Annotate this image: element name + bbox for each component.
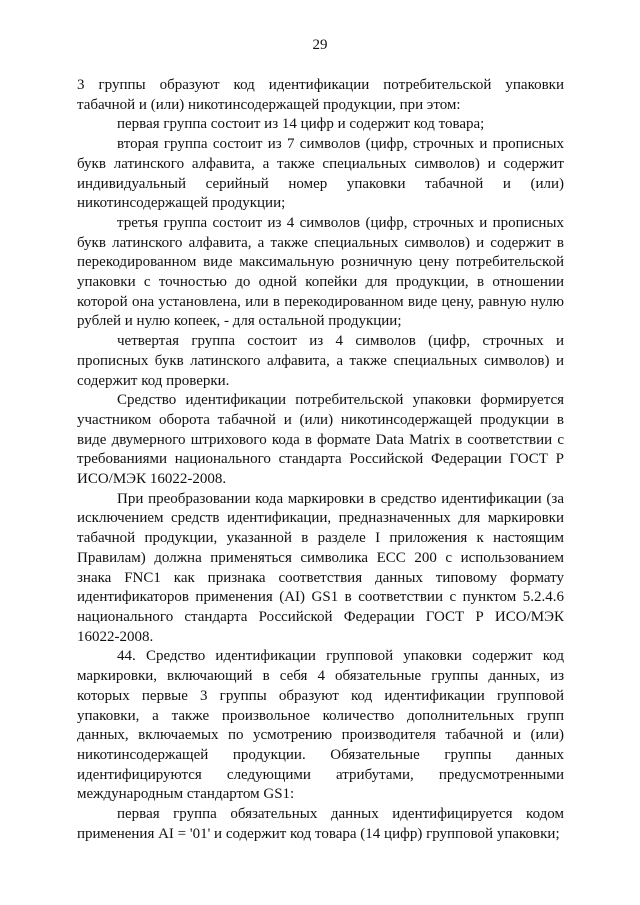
paragraph-group-1: первая группа состоит из 14 цифр и содержит код товара; — [117, 116, 485, 133]
paragraph-first-mandatory-group: первая группа обязательных данных идентифицируется кодом применения AI = '01' и содержит код товара (14 цифр) групповой упаковки; — [77, 806, 564, 842]
paragraph-ecc200: При преобразовании кода маркировки в средство идентификации (за исключением средств идентификации, предназначенных для маркировки табачной продукции, указанной в разделе I приложения к настоящим Правилам) должна применяться символика ECC 200 с использованием знака FNC1 как признака соответствия данных типовому формату идентификаторов применения (AI) GS1 в соответствии с пунктом 5.2.4.6 национального стандарта Российской Федерации ГОСТ Р ИСО/МЭК 16022-2008. — [77, 490, 564, 645]
paragraph-group-4: четвертая группа состоит из 4 символов (цифр, строчных и прописных букв латинского алфавита, а также специальных символов) и содержит код проверки. — [77, 333, 564, 389]
paragraph-section-44: 44. Средство идентификации групповой упаковки содержит код маркировки, включающий в себя 4 обязательные группы данных, из которых первые 3 группы образуют код идентификации групповой упаковки, а также произвольное количество дополнительных групп данных, включаемых по усмотрению производителя табачной и (или) никотинсодержащей продукции. Обязательные группы данных идентифицируются следующими атрибутами, предусмотренными международным стандартом GS1: — [77, 648, 564, 803]
body-text — [77, 76, 564, 844]
page-number: 29 — [312, 37, 328, 53]
paragraph-group-2: вторая группа состоит из 7 символов (цифр, строчных и прописных букв латинского алфавита, а также специальных символов) и содержит индивидуальный серийный номер упаковки табачной и (или) никотинсодержащей продукции; — [77, 136, 564, 212]
paragraph-data-matrix: Средство идентификации потребительской упаковки формируется участником оборота табачной и (или) никотинсодержащей продукции в виде двумерного штрихового кода в формате Data Matrix в соответствии с требованиями национального стандарта Российской Федерации ГОСТ Р ИСО/МЭК 16022-2008. — [77, 392, 564, 488]
paragraph-group-3: третья группа состоит из 4 символов (цифр, строчных и прописных букв латинского алфавита, а также специальных символов) и содержит в перекодированном виде максимальную розничную цену потребительской упаковки с точностью до одной копейки для продукции, в отношении которой она установлена, или в перекодированном виде цену, равную нулю рублей и нулю копеек, - для остальной продукции; — [77, 214, 564, 330]
paragraph-groups-intro: 3 группы образуют код идентификации потребительской упаковки табачной и (или) никотинсодержащей продукции, при этом: — [77, 77, 564, 113]
